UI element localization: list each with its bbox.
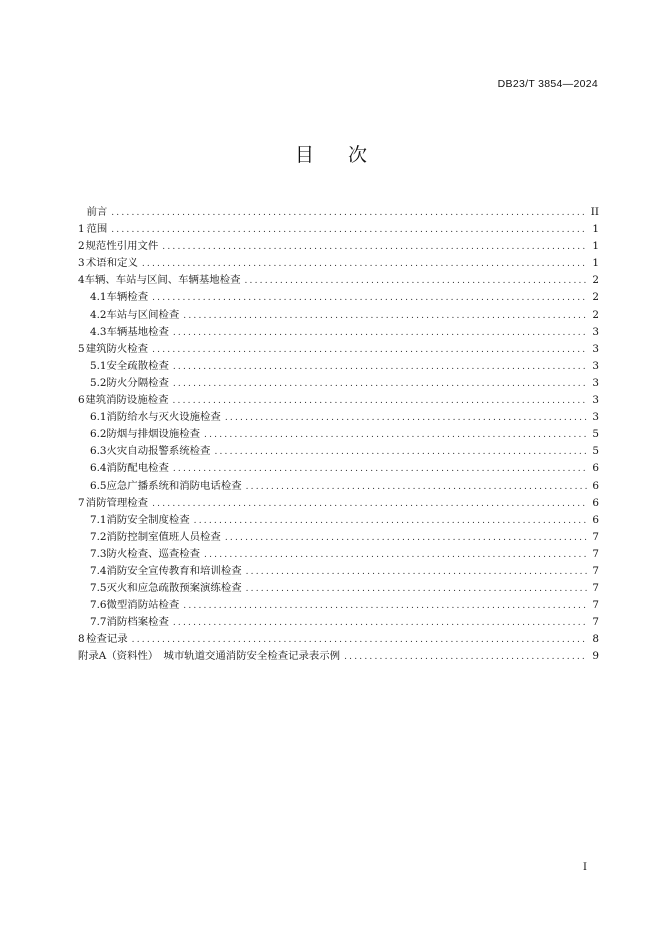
toc-entry-title: 术语和定义 — [85, 257, 138, 270]
toc-entry-page: 8 — [592, 633, 599, 646]
toc-entry-number: 6.1 — [90, 411, 107, 424]
toc-entry[interactable] — [78, 562, 599, 579]
toc-entry[interactable] — [78, 459, 599, 476]
toc-entry-number: 3 — [78, 257, 85, 270]
toc-entry[interactable] — [78, 494, 599, 511]
toc-dot-leader — [204, 430, 587, 440]
toc-entry-title: 车辆、车站与区间、车辆基地检查 — [84, 274, 241, 287]
toc-entry[interactable] — [78, 425, 599, 442]
toc-dot-leader — [111, 225, 587, 235]
toc-entry-number: 6 — [78, 394, 85, 407]
toc-entry[interactable] — [78, 511, 599, 528]
toc-entry-page: 3 — [592, 411, 599, 424]
toc-entry[interactable] — [78, 391, 599, 408]
toc-dot-leader — [214, 447, 587, 457]
toc-entry-page: 7 — [592, 564, 599, 577]
toc-dot-leader — [162, 242, 587, 252]
toc-entry-title: 建筑消防设施检查 — [85, 394, 169, 407]
toc-entry-title: 安全疏散检查 — [106, 359, 169, 372]
toc-entry-page: 3 — [592, 342, 599, 355]
toc-entry-title: 消防管理检查 — [85, 496, 149, 509]
toc-dot-leader — [194, 516, 587, 526]
toc-entry-page: 1 — [592, 223, 599, 236]
toc-entry[interactable] — [78, 340, 599, 357]
toc-entry[interactable] — [78, 220, 599, 237]
toc-entry-title: 车辆基地检查 — [106, 325, 169, 338]
toc-entry-title: 检查记录 — [86, 633, 128, 646]
toc-entry[interactable] — [78, 237, 599, 254]
toc-entry-number: 2 — [78, 240, 85, 253]
toc-entry-page: 7 — [592, 582, 599, 595]
toc-entry[interactable] — [78, 630, 599, 647]
toc-entry-number: 8 — [78, 633, 85, 646]
toc-dot-leader — [344, 652, 587, 662]
toc-entry-number: 7.3 — [90, 547, 107, 560]
table-of-contents — [78, 203, 599, 665]
toc-entry-title: 范围 — [86, 223, 108, 236]
toc-entry[interactable] — [78, 442, 599, 459]
toc-entry-page: 6 — [592, 513, 599, 526]
toc-entry-number: 7.7 — [90, 616, 107, 629]
toc-entry-page: 6 — [592, 462, 599, 475]
toc-entry-page: 2 — [592, 308, 599, 321]
toc-entry-number: 6.3 — [90, 445, 107, 458]
toc-dot-leader — [142, 259, 587, 269]
toc-entry[interactable] — [78, 408, 599, 425]
toc-entry[interactable] — [78, 596, 599, 613]
toc-entry[interactable] — [78, 579, 599, 596]
toc-entry-page: 6 — [592, 496, 599, 509]
toc-entry-title: 车站与区间检查 — [106, 308, 180, 321]
toc-dot-leader — [246, 584, 587, 594]
toc-entry-number: 7 — [78, 496, 85, 509]
toc-entry-page: 6 — [592, 479, 599, 492]
toc-dot-leader — [204, 550, 587, 560]
toc-entry-title: 防火分隔检查 — [106, 376, 169, 389]
toc-dot-leader — [244, 276, 587, 286]
toc-entry-page: 3 — [592, 394, 599, 407]
toc-entry-page: 7 — [592, 599, 599, 612]
page-title: 目次 — [294, 144, 401, 166]
toc-entry-title: 火灾自动报警系统检查 — [106, 445, 211, 458]
toc-entry-title: 消防档案检查 — [106, 616, 169, 629]
toc-entry-title: 车辆检查 — [106, 291, 149, 304]
toc-entry-page: 5 — [592, 445, 599, 458]
toc-entry-number: 5.1 — [90, 359, 107, 372]
toc-entry[interactable] — [78, 357, 599, 374]
toc-entry-title: 消防安全宣传教育和培训检查 — [106, 564, 242, 577]
toc-entry-page: 3 — [592, 325, 599, 338]
toc-entry-number: 4.2 — [90, 308, 107, 321]
toc-entry[interactable] — [78, 374, 599, 391]
toc-entry-number: 6.5 — [90, 479, 107, 492]
footer-page-number: I — [583, 862, 587, 873]
toc-entry-page: 7 — [592, 530, 599, 543]
toc-entry-number: 7.2 — [90, 530, 107, 543]
toc-entry-title: 灭火和应急疏散预案演练检查 — [106, 582, 242, 595]
toc-dot-leader — [183, 601, 587, 611]
toc-entry-title: 消防安全制度检查 — [106, 513, 190, 526]
toc-dot-leader — [152, 345, 587, 355]
toc-entry-title: 防烟与排烟设施检查 — [106, 428, 201, 441]
toc-entry-title: 消防配电检查 — [106, 462, 169, 475]
toc-entry[interactable] — [78, 288, 599, 305]
toc-dot-leader — [225, 533, 587, 543]
toc-entry-page: 2 — [592, 291, 599, 304]
toc-entry-page: II — [590, 206, 599, 218]
toc-entry-page: 5 — [592, 428, 599, 441]
toc-entry-title: 建筑防火检查 — [85, 342, 149, 355]
toc-entry-title: 消防给水与灭火设施检查 — [106, 411, 221, 424]
toc-dot-leader — [132, 635, 587, 645]
toc-entry-page: 7 — [592, 616, 599, 629]
toc-dot-leader — [173, 379, 587, 389]
toc-dot-leader — [173, 362, 587, 372]
toc-entry[interactable] — [78, 203, 599, 220]
toc-entry[interactable] — [78, 528, 599, 545]
toc-entry-page: 9 — [592, 650, 599, 663]
toc-dot-leader — [173, 464, 587, 474]
toc-entry-number: 6.2 — [90, 428, 107, 441]
toc-dot-leader — [173, 396, 588, 406]
toc-dot-leader — [111, 208, 587, 218]
toc-entry[interactable] — [78, 545, 599, 562]
toc-entry-page: 3 — [592, 376, 599, 389]
toc-entry-number: 4.3 — [90, 325, 107, 338]
toc-entry[interactable] — [78, 254, 599, 271]
toc-entry-title: 微型消防站检查 — [106, 599, 180, 612]
toc-entry-title: 前言 — [86, 206, 108, 218]
toc-entry-title: 附录A（资料性） 城市轨道交通消防安全检查记录表示例 — [78, 650, 341, 663]
toc-entry[interactable] — [78, 647, 599, 664]
toc-entry[interactable] — [78, 613, 599, 630]
toc-dot-leader — [173, 328, 587, 338]
toc-entry-number: 7.1 — [90, 513, 107, 526]
document-code: DB23/T 3854—2024 — [497, 78, 598, 90]
toc-dot-leader — [225, 413, 587, 423]
toc-entry-title: 消防控制室值班人员检查 — [106, 530, 221, 543]
toc-entry-number: 5 — [78, 342, 85, 355]
toc-entry-number: 5.2 — [90, 376, 107, 389]
toc-dot-leader — [246, 567, 587, 577]
toc-entry-number: 7.5 — [90, 582, 107, 595]
toc-entry-number: 4.1 — [90, 291, 107, 304]
toc-entry[interactable] — [78, 271, 599, 288]
toc-dot-leader — [183, 311, 587, 321]
toc-entry-number: 6.4 — [90, 462, 107, 475]
toc-dot-leader — [152, 499, 587, 509]
toc-entry-page: 1 — [592, 240, 599, 253]
toc-dot-leader — [173, 618, 587, 628]
toc-dot-leader — [152, 293, 587, 303]
toc-entry-title: 应急广播系统和消防电话检查 — [106, 479, 242, 492]
toc-entry[interactable] — [78, 477, 599, 494]
toc-entry-page: 1 — [592, 257, 599, 270]
toc-entry[interactable] — [78, 323, 599, 340]
toc-entry-title: 防火检查、巡查检查 — [106, 547, 201, 560]
toc-entry-number: 1 — [78, 223, 85, 236]
toc-entry-number: 7.4 — [90, 564, 107, 577]
toc-entry-number: 4 — [78, 274, 85, 287]
toc-entry[interactable] — [78, 306, 599, 323]
toc-entry-page: 3 — [592, 359, 599, 372]
toc-entry-number: 7.6 — [90, 599, 107, 612]
toc-entry-title: 规范性引用文件 — [85, 240, 159, 253]
toc-entry-page: 7 — [592, 547, 599, 560]
toc-dot-leader — [246, 482, 587, 492]
toc-entry-page: 2 — [592, 274, 599, 287]
